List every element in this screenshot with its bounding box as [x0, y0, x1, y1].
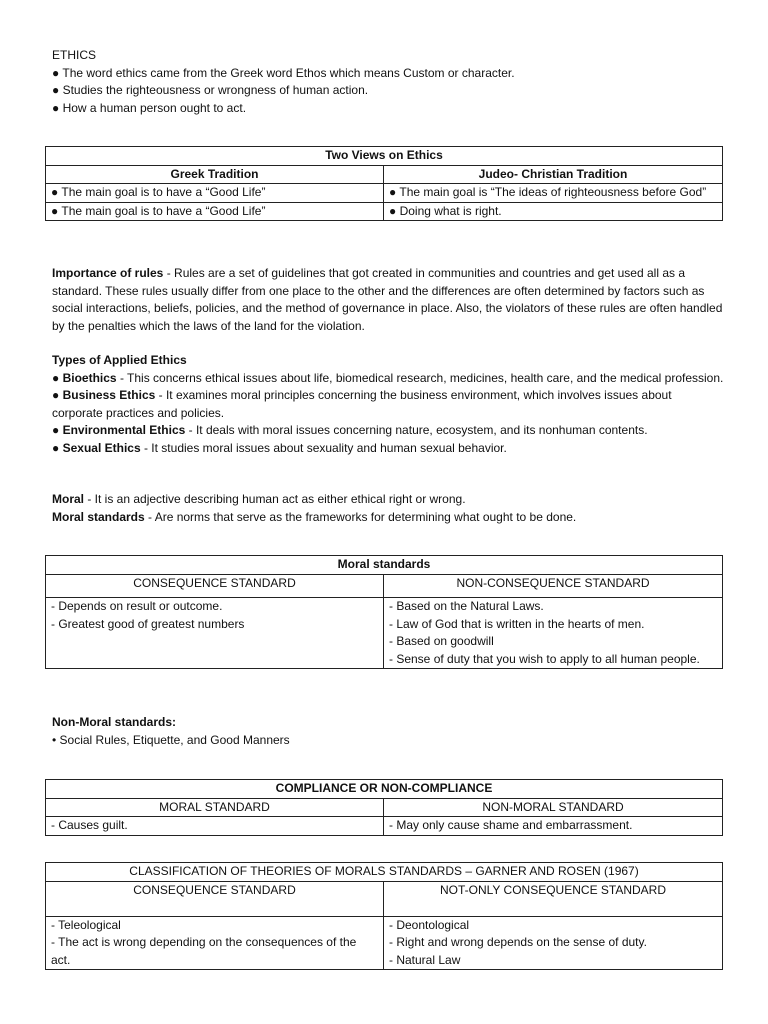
classification-table [45, 862, 723, 970]
intro-bullet: ● How a human person ought to act. [52, 100, 247, 115]
moral-standards-table [45, 555, 723, 669]
column-header: NON-MORAL STANDARD [384, 798, 723, 817]
table-row [46, 202, 723, 221]
table-row [46, 598, 723, 669]
rules-text: - Rules are a set of guidelines that got created in communities and countries and get used all as a standard. These rules usually differ from one place to the other and the differences are often determined by factors such as social interactions, beliefs, policies, and the method of governance in place. Also, the violators of these rules are often handled by the penalties which the laws of the land for the violation. [52, 266, 723, 333]
table-cell: - May only cause shame and embarrassment. [384, 817, 723, 836]
column-header: CONSEQUENCE STANDARD [46, 574, 384, 598]
definition: Moral - It is an adjective describing human act as either ethical right or wrong. [52, 492, 466, 506]
list-item: ● Bioethics - This concerns ethical issues about life, biomedical research, medicines, health care, and the medical profession. [52, 370, 724, 385]
ethics-title: ETHICS [52, 48, 97, 62]
ethics-intro [52, 47, 724, 117]
table-cell: ● The main goal is to have a “Good Life” [46, 184, 384, 203]
table-title: Two Views on Ethics [46, 147, 723, 166]
table-cell: - Deontological - Right and wrong depends on the sense of duty. - Natural Law [384, 916, 723, 970]
table-cell: ● Doing what is right. [384, 202, 723, 221]
table-row [46, 817, 723, 836]
table-row [46, 916, 723, 970]
table-cell: ● The main goal is “The ideas of righteousness before God” [384, 184, 723, 203]
table-cell: - Causes guilt. [46, 817, 384, 836]
table-row [46, 184, 723, 203]
list-item: ● Sexual Ethics - It studies moral issues about sexuality and human sexual behavior. [52, 440, 507, 455]
non-moral-section [52, 714, 724, 749]
intro-bullet: ● The word ethics came from the Greek word Ethos which means Custom or character. [52, 65, 515, 80]
column-header: Greek Tradition [46, 165, 384, 184]
table-title: CLASSIFICATION OF THEORIES OF MORALS STANDARDS – GARNER AND ROSEN (1967) [46, 863, 723, 882]
rules-term: Importance of rules [52, 266, 164, 280]
list-item: • Social Rules, Etiquette, and Good Manners [52, 732, 290, 747]
section-heading: Types of Applied Ethics [52, 353, 187, 367]
definition: Moral standards - Are norms that serve as the frameworks for determining what ought to be done. [52, 509, 577, 524]
column-header: CONSEQUENCE STANDARD [46, 881, 384, 916]
column-header: MORAL STANDARD [46, 798, 384, 817]
column-header: NON-CONSEQUENCE STANDARD [384, 574, 723, 598]
list-item: ● Business Ethics - It examines moral principles concerning the business environment, which involves issues about corporate practices and policies. [52, 388, 672, 420]
rules-paragraph [52, 265, 724, 335]
table-title: COMPLIANCE OR NON-COMPLIANCE [46, 780, 723, 799]
section-heading: Non-Moral standards: [52, 715, 177, 729]
list-item: ● Environmental Ethics - It deals with moral issues concerning nature, ecosystem, and its nonhuman contents. [52, 423, 648, 437]
definitions [52, 491, 724, 526]
column-header: NOT-ONLY CONSEQUENCE STANDARD [384, 881, 723, 916]
table-cell: - Based on the Natural Laws. - Law of God that is written in the hearts of men. - Based on goodwill - Sense of duty that you wish to apply to all human people. [384, 598, 723, 669]
intro-bullet: ● Studies the righteousness or wrongness of human action. [52, 83, 369, 97]
two-views-table [45, 146, 723, 221]
column-header: Judeo- Christian Tradition [384, 165, 723, 184]
table-cell: - Teleological - The act is wrong depending on the consequences of the act. [46, 916, 384, 970]
applied-ethics-section [52, 352, 724, 457]
table-cell: ● The main goal is to have a “Good Life” [46, 202, 384, 221]
compliance-table [45, 779, 723, 836]
table-cell: - Depends on result or outcome. - Greatest good of greatest numbers [46, 598, 384, 669]
table-title: Moral standards [46, 556, 723, 575]
